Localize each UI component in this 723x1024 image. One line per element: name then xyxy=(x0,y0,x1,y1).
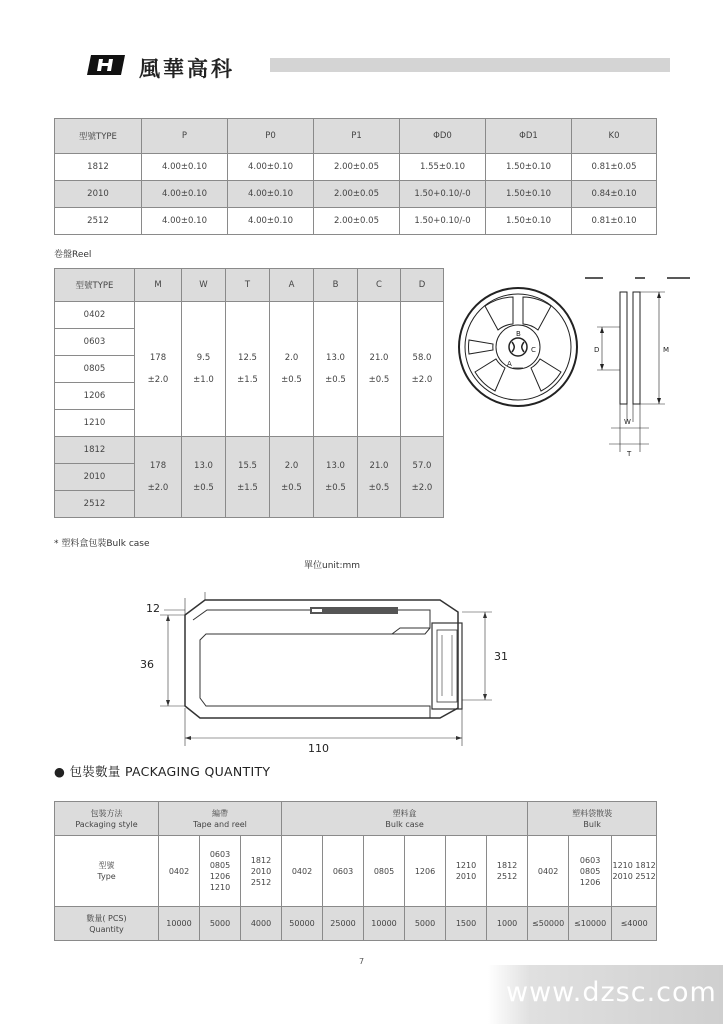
reel-col-w: W xyxy=(182,269,226,302)
reel-type-cell: 2010 xyxy=(55,464,135,491)
tape-col-k0: K0 xyxy=(572,119,657,154)
reel-section-label: 卷盤Reel xyxy=(54,250,92,260)
group-bulk-case: 塑料盒 Bulk case xyxy=(282,802,528,836)
reel-value-b: 13.0 ±0.5 xyxy=(314,437,358,518)
company-name: 風華高科 xyxy=(139,57,235,81)
reel-value-m: 178 ±2.0 xyxy=(135,302,182,437)
reel-type-cell: 2512 xyxy=(55,491,135,518)
reel-side-diagram xyxy=(585,272,695,462)
tape-table-row xyxy=(55,208,657,235)
reel-dim-label-a: A xyxy=(507,360,512,368)
quantity-cell: ≤4000 xyxy=(612,907,657,941)
type-cell: 1812 2512 xyxy=(487,836,528,907)
quantity-label: 數量( PCS) Quantity xyxy=(55,907,159,941)
quantity-cell: 5000 xyxy=(200,907,241,941)
reel-value-w: 9.5 ±1.0 xyxy=(182,302,226,437)
reel-type-cell: 0402 xyxy=(55,302,135,329)
tape-cell: 0.84±0.10 xyxy=(572,181,657,208)
type-cell: 1210 1812 2010 2512 xyxy=(612,836,657,907)
tape-cell: 4.00±0.10 xyxy=(142,154,228,181)
tape-cell: 4.00±0.10 xyxy=(142,181,228,208)
tape-cell: 1.50+0.10/-0 xyxy=(400,208,486,235)
tape-cell: 2512 xyxy=(55,208,142,235)
reel-col-c: C xyxy=(358,269,401,302)
tape-cell: 4.00±0.10 xyxy=(228,154,314,181)
reel-value-w: 13.0 ±0.5 xyxy=(182,437,226,518)
type-cell: 0603 0805 1206 xyxy=(569,836,612,907)
reel-dim-label-c: C xyxy=(531,346,536,354)
reel-value-t: 12.5 ±1.5 xyxy=(226,302,270,437)
type-cell: 0603 0805 1206 1210 xyxy=(200,836,241,907)
reel-col-d: D xyxy=(401,269,444,302)
type-cell: 1210 2010 xyxy=(446,836,487,907)
reel-dim-label-d: D xyxy=(594,346,600,354)
type-cell: 0402 xyxy=(282,836,323,907)
reel-type-cell: 1812 xyxy=(55,437,135,464)
type-cell: 1812 2010 2512 xyxy=(241,836,282,907)
type-cell: 0603 xyxy=(323,836,364,907)
reel-value-t: 15.5 ±1.5 xyxy=(226,437,270,518)
quantity-cell: ≤10000 xyxy=(569,907,612,941)
quantity-cell: 1000 xyxy=(487,907,528,941)
reel-value-a: 2.0 ±0.5 xyxy=(270,437,314,518)
type-cell: 0402 xyxy=(528,836,569,907)
tape-cell: 4.00±0.10 xyxy=(228,181,314,208)
packaging-quantity-table xyxy=(54,801,657,941)
tape-cell: 2010 xyxy=(55,181,142,208)
reel-value-c: 21.0 ±0.5 xyxy=(358,437,401,518)
reel-type-cell: 0805 xyxy=(55,356,135,383)
group-tape-reel: 編帶 Tape and reel xyxy=(159,802,282,836)
tape-cell: 0.81±0.05 xyxy=(572,154,657,181)
quantity-cell: 5000 xyxy=(405,907,446,941)
reel-col-type: 型號TYPE xyxy=(55,269,135,302)
reel-col-t: T xyxy=(226,269,270,302)
tape-cell: 1.50±0.10 xyxy=(486,208,572,235)
bulk-case-section-label: * 塑料盒包裝Bulk case xyxy=(54,539,150,549)
unit-label: 單位unit:mm xyxy=(304,561,361,571)
packaging-style-row xyxy=(55,802,657,836)
reel-table-row xyxy=(55,302,444,329)
tape-col-p0: P0 xyxy=(228,119,314,154)
reel-col-m: M xyxy=(135,269,182,302)
group-bulk: 塑料袋散裝 Bulk xyxy=(528,802,657,836)
reel-type-cell: 1206 xyxy=(55,383,135,410)
reel-dim-label-m: M xyxy=(663,346,670,354)
reel-type-cell: 0603 xyxy=(55,329,135,356)
tape-table-header-row xyxy=(55,119,657,154)
type-cell: 1206 xyxy=(405,836,446,907)
reel-table-row xyxy=(55,437,444,464)
reel-value-b: 13.0 ±0.5 xyxy=(314,302,358,437)
reel-col-a: A xyxy=(270,269,314,302)
type-label: 型號 Type xyxy=(55,836,159,907)
reel-front-diagram xyxy=(455,284,581,410)
bulk-dim-height: 36 xyxy=(140,658,154,671)
reel-value-a: 2.0 ±0.5 xyxy=(270,302,314,437)
tape-cell: 4.00±0.10 xyxy=(142,208,228,235)
reel-value-c: 21.0 ±0.5 xyxy=(358,302,401,437)
tape-cell: 1.50±0.10 xyxy=(486,181,572,208)
tape-cell: 1.55±0.10 xyxy=(400,154,486,181)
watermark xyxy=(488,965,723,1024)
reel-dimension-table xyxy=(54,268,444,518)
bulk-dim-depth: 12 xyxy=(146,602,160,615)
tape-table-row xyxy=(55,154,657,181)
bulk-dim-inner-height: 31 xyxy=(494,650,508,663)
tape-dimension-table xyxy=(54,118,657,235)
quantity-cell: 25000 xyxy=(323,907,364,941)
reel-col-b: B xyxy=(314,269,358,302)
tape-cell: 0.81±0.10 xyxy=(572,208,657,235)
tape-cell: 4.00±0.10 xyxy=(228,208,314,235)
tape-cell: 2.00±0.05 xyxy=(314,154,400,181)
type-cell: 0805 xyxy=(364,836,405,907)
watermark-text: www.dzsc.com xyxy=(506,977,717,1008)
bulk-dim-length: 110 xyxy=(308,742,329,755)
bulk-case-diagram xyxy=(130,590,520,760)
reel-value-m: 178 ±2.0 xyxy=(135,437,182,518)
tape-cell: 2.00±0.05 xyxy=(314,181,400,208)
tape-col-type: 型號TYPE xyxy=(55,119,142,154)
tape-cell: 1812 xyxy=(55,154,142,181)
reel-dim-label-w: W xyxy=(624,418,631,426)
tape-col-d0: ΦD0 xyxy=(400,119,486,154)
packaging-type-row xyxy=(55,836,657,907)
reel-type-cell: 1210 xyxy=(55,410,135,437)
quantity-cell: 4000 xyxy=(241,907,282,941)
packaging-style-label: 包裝方法 Packaging style xyxy=(55,802,159,836)
packaging-quantity-heading: ● 包裝數量 PACKAGING QUANTITY xyxy=(54,764,271,779)
tape-table-row xyxy=(55,181,657,208)
quantity-cell: 10000 xyxy=(364,907,405,941)
quantity-cell: ≤50000 xyxy=(528,907,569,941)
quantity-cell: 50000 xyxy=(282,907,323,941)
quantity-cell: 1500 xyxy=(446,907,487,941)
reel-table-header-row xyxy=(55,269,444,302)
reel-dim-label-b: B xyxy=(516,330,521,338)
page-number: 7 xyxy=(359,957,365,966)
tape-cell: 1.50+0.10/-0 xyxy=(400,181,486,208)
tape-cell: 1.50±0.10 xyxy=(486,154,572,181)
quantity-row xyxy=(55,907,657,941)
tape-col-p: P xyxy=(142,119,228,154)
reel-value-d: 58.0 ±2.0 xyxy=(401,302,444,437)
type-cell: 0402 xyxy=(159,836,200,907)
header-bar xyxy=(270,58,670,72)
quantity-cell: 10000 xyxy=(159,907,200,941)
tape-col-p1: P1 xyxy=(314,119,400,154)
company-logo-mark xyxy=(85,53,127,77)
tape-col-d1: ΦD1 xyxy=(486,119,572,154)
reel-dim-label-t: T xyxy=(627,450,632,458)
reel-value-d: 57.0 ±2.0 xyxy=(401,437,444,518)
tape-cell: 2.00±0.05 xyxy=(314,208,400,235)
